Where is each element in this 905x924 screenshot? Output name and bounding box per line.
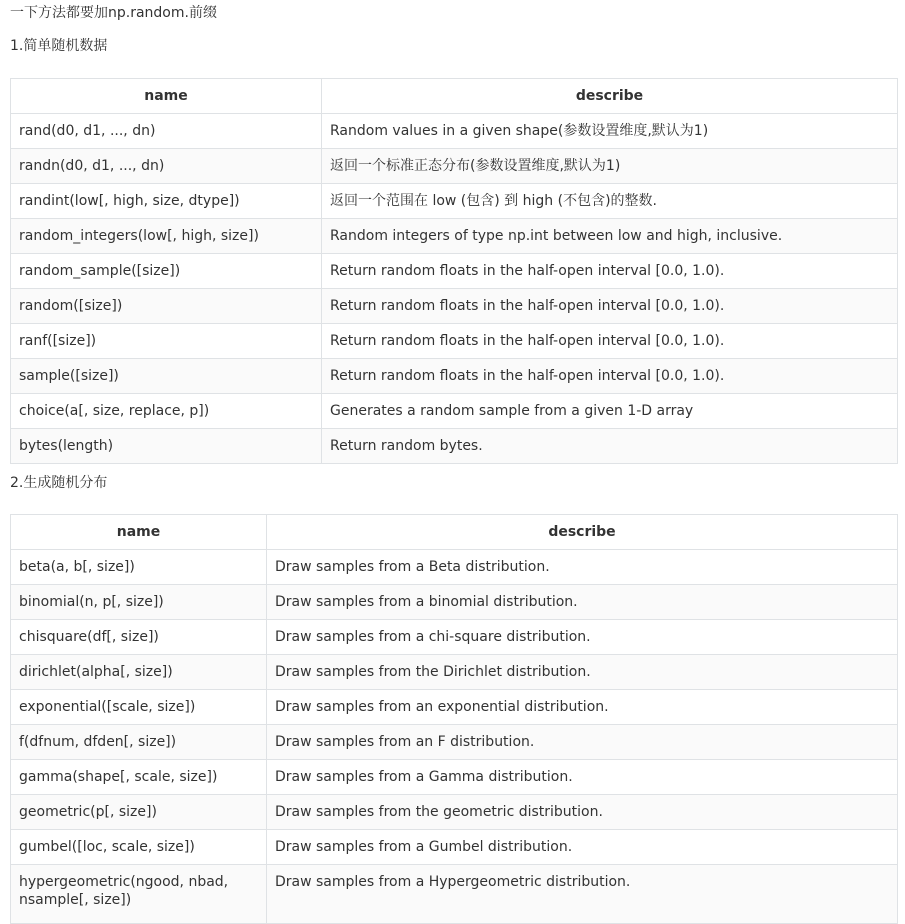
description-cell: 返回一个标准正态分布(参数设置维度,默认为1) — [322, 149, 898, 184]
random-distribution-table — [10, 514, 898, 924]
table-row — [11, 394, 898, 429]
column-header-name: name — [11, 515, 267, 550]
simple-random-table — [10, 78, 898, 464]
description-cell: Draw samples from a Hypergeometric distribution. — [267, 865, 898, 924]
table-row — [11, 655, 898, 690]
column-header-describe: describe — [322, 79, 898, 114]
table-row — [11, 550, 898, 585]
table-row — [11, 795, 898, 830]
description-cell: Draw samples from a chi-square distribution. — [267, 620, 898, 655]
column-header-describe: describe — [267, 515, 898, 550]
function-name-cell: beta(a, b[, size]) — [11, 550, 267, 585]
table-row — [11, 620, 898, 655]
table-row — [11, 114, 898, 149]
table-row — [11, 324, 898, 359]
description-cell: Return random floats in the half-open interval [0.0, 1.0). — [322, 359, 898, 394]
function-name-cell: geometric(p[, size]) — [11, 795, 267, 830]
description-cell: Draw samples from a Beta distribution. — [267, 550, 898, 585]
description-cell: Draw samples from a binomial distribution. — [267, 585, 898, 620]
function-name-cell: binomial(n, p[, size]) — [11, 585, 267, 620]
function-name-cell: chisquare(df[, size]) — [11, 620, 267, 655]
section2-title: 2.生成随机分布 — [10, 475, 108, 491]
description-cell: Return random bytes. — [322, 429, 898, 464]
function-name-cell: dirichlet(alpha[, size]) — [11, 655, 267, 690]
function-name-cell: random_integers(low[, high, size]) — [11, 219, 322, 254]
function-name-cell: gamma(shape[, scale, size]) — [11, 760, 267, 795]
function-name-cell: hypergeometric(ngood, nbad, nsample[, size]) — [11, 865, 267, 924]
description-cell: Draw samples from a Gumbel distribution. — [267, 830, 898, 865]
table-row — [11, 429, 898, 464]
table-row — [11, 585, 898, 620]
function-name-cell: random_sample([size]) — [11, 254, 322, 289]
section1-title: 1.简单随机数据 — [10, 38, 108, 54]
function-name-cell: gumbel([loc, scale, size]) — [11, 830, 267, 865]
function-name-cell: choice(a[, size, replace, p]) — [11, 394, 322, 429]
table-row — [11, 184, 898, 219]
function-name-cell: rand(d0, d1, ..., dn) — [11, 114, 322, 149]
description-cell: Return random floats in the half-open interval [0.0, 1.0). — [322, 254, 898, 289]
function-name-cell: f(dfnum, dfden[, size]) — [11, 725, 267, 760]
function-name-cell: ranf([size]) — [11, 324, 322, 359]
function-name-cell: randint(low[, high, size, dtype]) — [11, 184, 322, 219]
description-cell: Generates a random sample from a given 1-D array — [322, 394, 898, 429]
function-name-cell: random([size]) — [11, 289, 322, 324]
table-row — [11, 690, 898, 725]
table-header-row — [11, 79, 898, 114]
table-row — [11, 219, 898, 254]
column-header-name: name — [11, 79, 322, 114]
description-cell: Draw samples from the Dirichlet distribution. — [267, 655, 898, 690]
table-row — [11, 254, 898, 289]
description-cell: Draw samples from the geometric distribution. — [267, 795, 898, 830]
description-cell: Random values in a given shape(参数设置维度,默认为1) — [322, 114, 898, 149]
table-row — [11, 725, 898, 760]
description-cell: Return random floats in the half-open interval [0.0, 1.0). — [322, 324, 898, 359]
function-name-cell: sample([size]) — [11, 359, 322, 394]
table-row — [11, 865, 898, 924]
function-name-cell: randn(d0, d1, ..., dn) — [11, 149, 322, 184]
description-cell: 返回一个范围在 low (包含) 到 high (不包含)的整数. — [322, 184, 898, 219]
table-row — [11, 830, 898, 865]
description-cell: Draw samples from an exponential distribution. — [267, 690, 898, 725]
table-row — [11, 149, 898, 184]
function-name-cell: bytes(length) — [11, 429, 322, 464]
description-cell: Draw samples from an F distribution. — [267, 725, 898, 760]
table-row — [11, 760, 898, 795]
intro-text: 一下方法都要加np.random.前缀 — [10, 5, 217, 21]
table-row — [11, 289, 898, 324]
description-cell: Draw samples from a Gamma distribution. — [267, 760, 898, 795]
table-row — [11, 359, 898, 394]
description-cell: Return random floats in the half-open interval [0.0, 1.0). — [322, 289, 898, 324]
description-cell: Random integers of type np.int between low and high, inclusive. — [322, 219, 898, 254]
function-name-cell: exponential([scale, size]) — [11, 690, 267, 725]
table-header-row — [11, 515, 898, 550]
